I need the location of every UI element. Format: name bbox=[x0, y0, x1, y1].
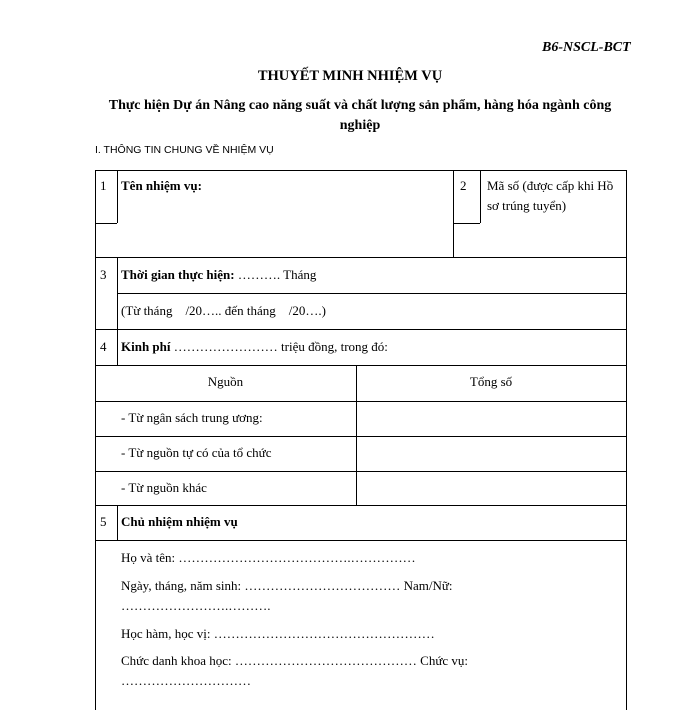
document-title: THUYẾT MINH NHIỆM VỤ bbox=[257, 68, 443, 84]
table-rule bbox=[117, 170, 118, 223]
table-rule bbox=[95, 329, 626, 330]
table-rule bbox=[95, 223, 117, 224]
funding-source: - Từ nguồn tự có của tổ chức bbox=[121, 445, 272, 460]
duration-range: (Từ tháng /20….. đến tháng /20….) bbox=[121, 303, 326, 318]
duration-value: ………. Tháng bbox=[234, 267, 317, 282]
table-rule bbox=[95, 365, 626, 366]
table-rule bbox=[117, 329, 118, 365]
leader-title-line: Chức danh khoa học: …………………………………… Chức vụ: bbox=[121, 653, 469, 668]
budget-value: …………………… triệu đồng, trong đó: bbox=[170, 339, 388, 354]
form-code: B6-NSCL-BCT bbox=[542, 40, 631, 55]
funding-source: - Từ ngân sách trung ương: bbox=[121, 410, 263, 425]
row-number: 5 bbox=[100, 514, 107, 529]
total-column-header: Tổng số bbox=[469, 374, 513, 389]
source-column-header: Nguồn bbox=[207, 374, 244, 389]
general-info-table bbox=[95, 170, 626, 710]
table-rule bbox=[95, 540, 626, 541]
table-rule bbox=[95, 436, 626, 437]
table-rule bbox=[117, 257, 118, 329]
row-number: 2 bbox=[460, 178, 467, 193]
budget-label: Kinh phí bbox=[121, 339, 171, 354]
leader-degree-line: Học hàm, học vị: …………………………………………… bbox=[121, 626, 435, 641]
leader-dob-line: Ngày, tháng, năm sinh: ……………………………… Nam/Nữ: bbox=[121, 578, 453, 593]
row-number: 4 bbox=[100, 339, 107, 354]
table-rule bbox=[453, 170, 454, 257]
table-rule bbox=[480, 170, 481, 223]
table-rule bbox=[95, 505, 626, 506]
funding-source: - Từ nguồn khác bbox=[121, 480, 207, 495]
leader-name-line: Họ và tên: ………………………………….…………… bbox=[121, 550, 416, 565]
duration-label: Thời gian thực hiện: bbox=[121, 267, 235, 282]
leader-title-continuation: ………………………… bbox=[121, 673, 251, 688]
table-rule bbox=[95, 170, 96, 710]
duration-line bbox=[121, 265, 316, 285]
section-heading: I. THÔNG TIN CHUNG VỀ NHIỆM VỤ bbox=[95, 144, 274, 156]
row-number: 1 bbox=[100, 178, 107, 193]
table-rule bbox=[117, 293, 626, 294]
table-rule bbox=[117, 505, 118, 540]
document-subtitle: Thực hiện Dự án Nâng cao năng suất và chất lượng sản phẩm, hàng hóa ngành công nghiệp bbox=[108, 98, 612, 133]
budget-line bbox=[121, 337, 388, 357]
project-leader-label: Chủ nhiệm nhiệm vụ bbox=[121, 514, 238, 529]
table-rule bbox=[95, 471, 626, 472]
leader-dob-continuation: …………………….………. bbox=[121, 598, 271, 613]
table-rule bbox=[95, 257, 626, 258]
table-rule bbox=[453, 223, 480, 224]
table-rule bbox=[95, 401, 626, 402]
table-rule bbox=[95, 170, 626, 171]
table-rule bbox=[626, 170, 627, 710]
task-code-label: Mã số (được cấp khi Hồ sơ trúng tuyển) bbox=[487, 178, 614, 213]
row-number: 3 bbox=[100, 267, 107, 282]
task-name-label: Tên nhiệm vụ: bbox=[121, 178, 202, 193]
